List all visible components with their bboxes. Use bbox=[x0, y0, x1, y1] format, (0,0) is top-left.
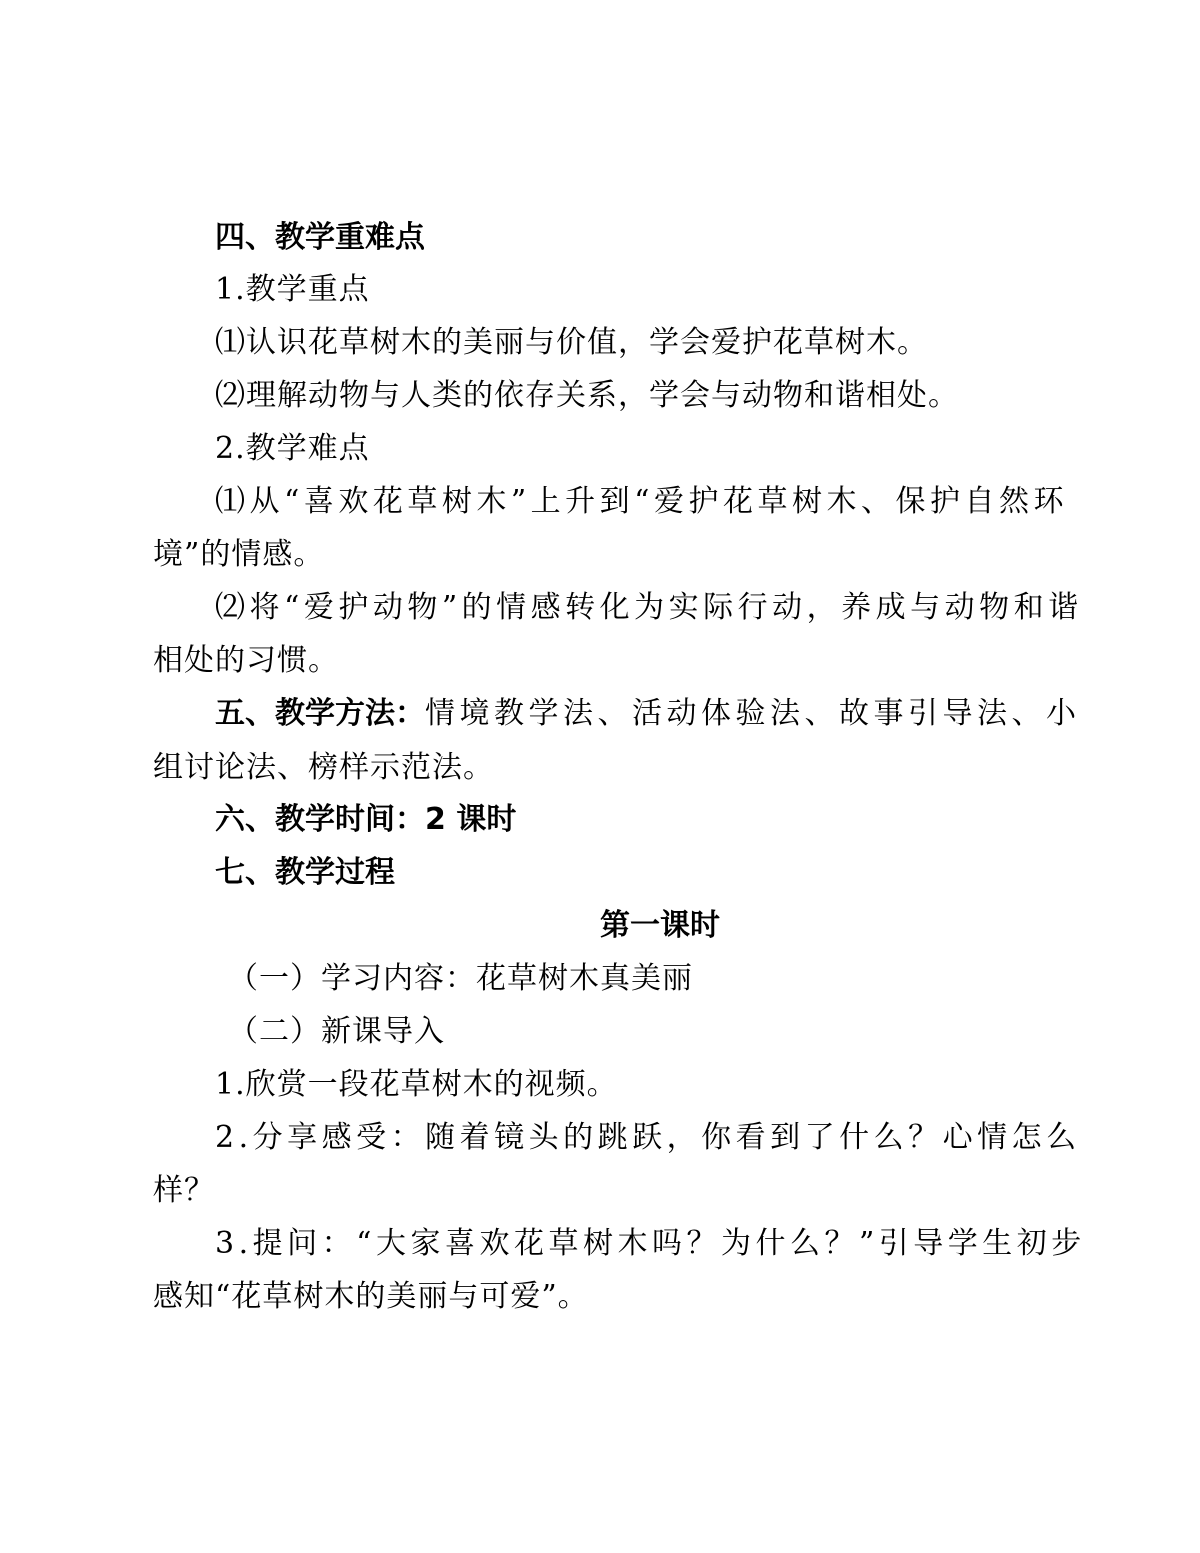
subheading-teaching-difficulty: 2.教学难点 bbox=[215, 431, 370, 466]
difficulty-item-2-line-2: 相处的习惯。 bbox=[153, 643, 339, 678]
step-2-line-1: 2.分享感受：随着镜头的跳跃，你看到了什么？心情怎么 bbox=[215, 1120, 1081, 1155]
part-lesson-intro: （二）新课导入 bbox=[228, 1014, 445, 1049]
teaching-methods-line-2: 组讨论法、榜样示范法。 bbox=[153, 750, 494, 785]
step-3-line-1: 3.提问：“大家喜欢花草树木吗？为什么？”引导学生初步 bbox=[215, 1226, 1086, 1261]
lesson-title: 第一课时 bbox=[600, 908, 720, 943]
teaching-methods-text: 情境教学法、活动体验法、故事引导法、小 bbox=[425, 696, 1081, 731]
focus-item-2: ⑵理解动物与人类的依存关系，学会与动物和谐相处。 bbox=[215, 378, 959, 413]
step-2-line-2: 样？ bbox=[153, 1173, 215, 1208]
section-heading-teaching-time: 六、教学时间：2 课时 bbox=[215, 802, 517, 837]
difficulty-item-1-line-2: 境”的情感。 bbox=[153, 537, 325, 572]
difficulty-item-1-line-1: ⑴从“喜欢花草树木”上升到“爱护花草树木、保护自然环 bbox=[215, 484, 1069, 519]
step-1: 1.欣赏一段花草树木的视频。 bbox=[215, 1067, 618, 1102]
section-heading-methods: 五、教学方法： bbox=[215, 696, 425, 731]
section-heading-teaching-process: 七、教学过程 bbox=[215, 855, 395, 890]
section-heading-key-points: 四、教学重难点 bbox=[215, 220, 425, 255]
difficulty-item-2-line-1: ⑵将“爱护动物”的情感转化为实际行动，养成与动物和谐 bbox=[215, 590, 1083, 625]
part-learning-content: （一）学习内容：花草树木真美丽 bbox=[228, 961, 693, 996]
subheading-teaching-focus: 1.教学重点 bbox=[215, 272, 370, 307]
step-3-line-2: 感知“花草树木的美丽与可爱”。 bbox=[153, 1279, 589, 1314]
teaching-methods-line-1 bbox=[0, 694, 1200, 734]
focus-item-1: ⑴认识花草树木的美丽与价值，学会爱护花草树木。 bbox=[215, 325, 928, 360]
